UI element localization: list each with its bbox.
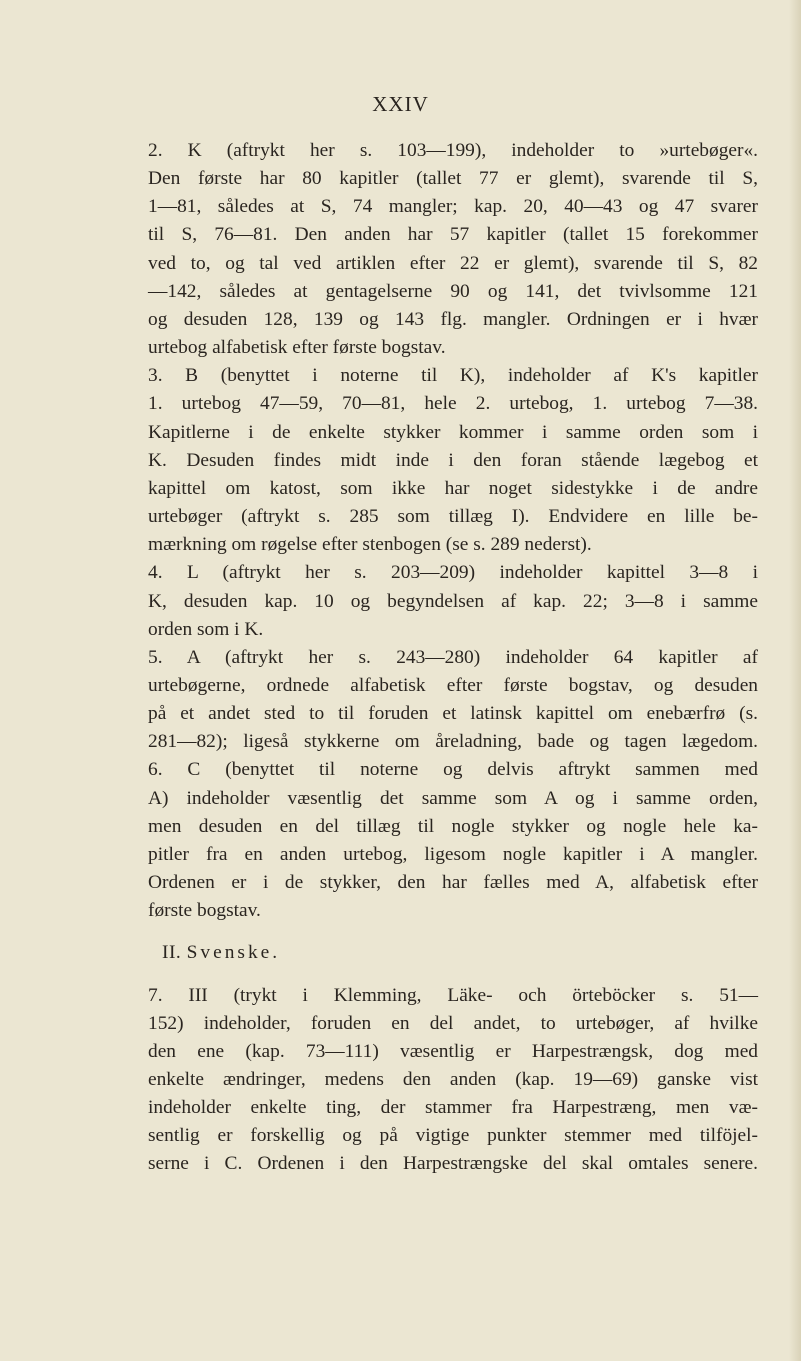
text-line: 4. L (aftrykt her s. 203—209) indeholder kapittel 3—8 i [148, 562, 758, 584]
text-line: 7. III (trykt i Klemming, Läke- och örteböcker s. 51— [148, 984, 758, 1006]
text-line: K. Desuden findes midt inde i den foran stående lægebog et [148, 449, 758, 471]
text-line: mærkning om røgelse efter stenbogen (se s. 289 nederst). [148, 534, 592, 556]
text-line: —142, således at gentagelserne 90 og 141, det tvivlsomme 121 [148, 280, 758, 302]
text-line: 5. A (aftrykt her s. 243—280) indeholder 64 kapitler af [148, 646, 758, 668]
body-paragraphs [148, 137, 758, 925]
text-line: orden som i K. [148, 618, 264, 640]
text-line: Ordenen er i de stykker, den har fælles med A, alfabetisk efter [148, 872, 758, 894]
text-line: urtebøger (aftrykt s. 285 som tillæg I). Endvidere en lille be- [148, 506, 758, 528]
section-title: Svenske. [186, 942, 281, 964]
text-line: A) indeholder væsentlig det samme som A og i samme orden, [148, 787, 758, 809]
text-line: 1. urtebog 47—59, 70—81, hele 2. urtebog, 1. urtebog 7—38. [148, 393, 758, 415]
text-line: og desuden 128, 139 og 143 flg. mangler. Ordningen er i hvær [148, 308, 758, 330]
text-line: pitler fra en anden urtebog, ligesom nogle kapitler i A mangler. [148, 843, 758, 865]
body-paragraphs-2 [148, 982, 758, 1179]
text-line: kapittel om katost, som ikke har noget sidestykke i de andre [148, 477, 758, 499]
text-line: indeholder enkelte ting, der stammer fra Harpestræng, men væ- [148, 1097, 758, 1119]
page-edge [789, 0, 801, 1361]
text-line: 1—81, således at S, 74 mangler; kap. 20, 40—43 og 47 svarer [148, 196, 758, 218]
text-line: sentlig er forskellig og på vigtige punkter stemmer med tilföjel- [148, 1125, 758, 1147]
text-line: enkelte ændringer, medens den anden (kap. 19—69) ganske vist [148, 1069, 758, 1090]
text-line: 281—82); ligeså stykkerne om åreladning, bade og tagen lægedom. [148, 731, 758, 753]
text-line: på et andet sted to til foruden et latinsk kapittel om enebærfrø (s. [148, 703, 758, 725]
text-line: serne i C. Ordenen i den Harpestrængske del skal omtales senere. [148, 1153, 758, 1175]
text-line: urtebøgerne, ordnede alfabetisk efter første bogstav, og desuden [148, 674, 758, 696]
text-line: 2. K (aftrykt her s. 103—199), indeholder to »urtebøger«. [148, 140, 758, 161]
text-line: men desuden en del tillæg til nogle stykker og nogle hele ka- [148, 815, 758, 837]
text-line: 6. C (benyttet til noterne og delvis aftrykt sammen med [148, 759, 758, 781]
text-line: Kapitlerne i de enkelte stykker kommer i samme orden som i [148, 421, 758, 443]
body-text [148, 137, 758, 1179]
text-line: den ene (kap. 73—111) væsentlig er Harpestrængsk, dog med [148, 1040, 758, 1062]
text-line: Den første har 80 kapitler (tallet 77 er glemt), svarende til S, [148, 168, 758, 190]
text-line: til S, 76—81. Den anden har 57 kapitler (tallet 15 forekommer [148, 224, 758, 246]
section-heading [148, 939, 758, 967]
text-line: urtebog alfabetisk efter første bogstav. [148, 337, 446, 359]
text-line: 152) indeholder, foruden en del andet, to urtebøger, af hvilke [148, 1012, 758, 1034]
text-line: første bogstav. [148, 900, 261, 922]
text-line: K, desuden kap. 10 og begyndelsen af kap. 22; 3—8 i samme [148, 590, 758, 612]
section-numeral: II. [162, 942, 182, 964]
page-number: XXIV [372, 92, 429, 116]
text-line: 3. B (benyttet i noterne til K), indeholder af K's kapitler [148, 365, 758, 387]
text-line: ved to, og tal ved artiklen efter 22 er glemt), svarende til S, 82 [148, 252, 758, 274]
